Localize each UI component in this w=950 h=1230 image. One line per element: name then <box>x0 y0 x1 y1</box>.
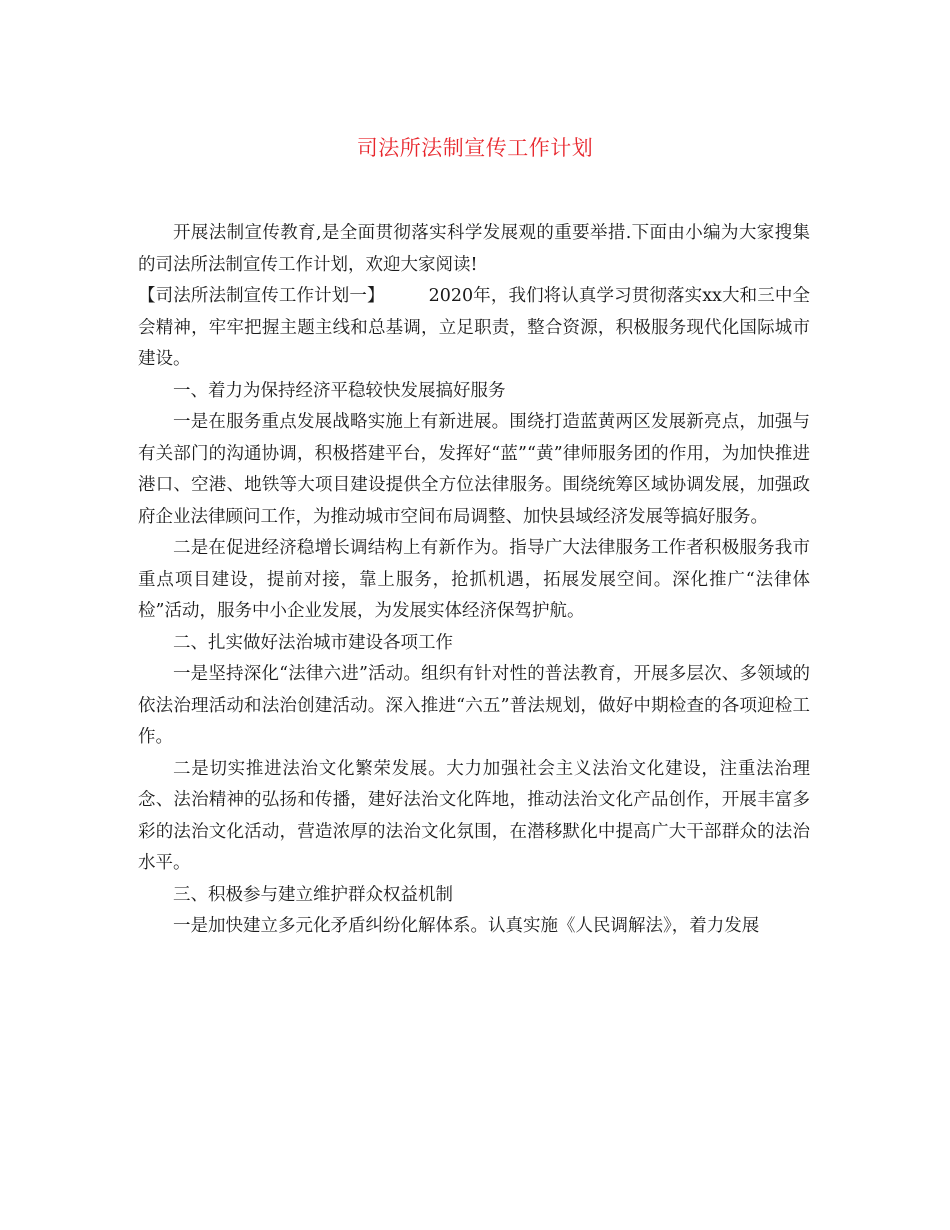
plan-intro-paragraph <box>138 281 810 376</box>
intro-paragraph: 开展法制宣传教育,是全面贯彻落实科学发展观的重要举措.下面由小编为大家搜集的司法所法制宣传工作计划，欢迎大家阅读! <box>138 223 810 275</box>
section3-heading: 三、积极参与建立维护群众权益机制 <box>173 884 453 905</box>
section1-paragraph-2: 二是在促进经济稳增长调结构上有新作为。指导广大法律服务工作者积极服务我市重点项目建设，提前对接，靠上服务，抢抓机遇，拓展发展空间。深化推广“法律体检”活动，服务中小企业发展，为发展实体经济保驾护航。 <box>138 538 810 621</box>
document-title: 司法所法制宣传工作计划 <box>356 136 594 160</box>
section3-paragraph-1: 一是加快建立多元化矛盾纠纷化解体系。认真实施《人民调解法》，着力发展 <box>173 916 760 936</box>
section2-heading: 二、扎实做好法治城市建设各项工作 <box>173 632 453 653</box>
section1-heading: 一、着力为保持经济平稳较快发展搞好服务 <box>173 380 506 401</box>
section2-paragraph-1: 一是坚持深化“法律六进”活动。组织有针对性的普法教育，开展多层次、多领域的依法治理活动和法治创建活动。深入推进“六五”普法规划，做好中期检查的各项迎检工作。 <box>138 664 810 747</box>
document-body <box>138 218 810 943</box>
section1-paragraph-1: 一是在服务重点发展战略实施上有新进展。围绕打造蓝黄两区发展新亮点，加强与有关部门的沟通协调，积极搭建平台，发挥好“蓝”“黄”律师服务团的作用，为加快推进港口、空港、地铁等大项目建设提供全方位法律服务。围绕统筹区域协调发展，加强政府企业法律顾问工作，为推动城市空间布局调整、加快县域经济发展等搞好服务。 <box>138 412 810 527</box>
section2-paragraph-2: 二是切实推进法治文化繁荣发展。大力加强社会主义法治文化建设，注重法治理念、法治精神的弘扬和传播，建好法治文化阵地，推动法治文化产品创作，开展丰富多彩的法治文化活动，营造浓厚的法治文化氛围，在潜移默化中提高广大干部群众的法治水平。 <box>138 758 810 873</box>
plan-intro-text: 2020年，我们将认真学习贯彻落实xx大和三中全会精神，牢牢把握主题主线和总基调，立足职责，整合资源，积极服务现代化国际城市建设。 <box>138 286 810 369</box>
plan-heading: 【司法所法制宣传工作计划一】 <box>138 286 385 306</box>
